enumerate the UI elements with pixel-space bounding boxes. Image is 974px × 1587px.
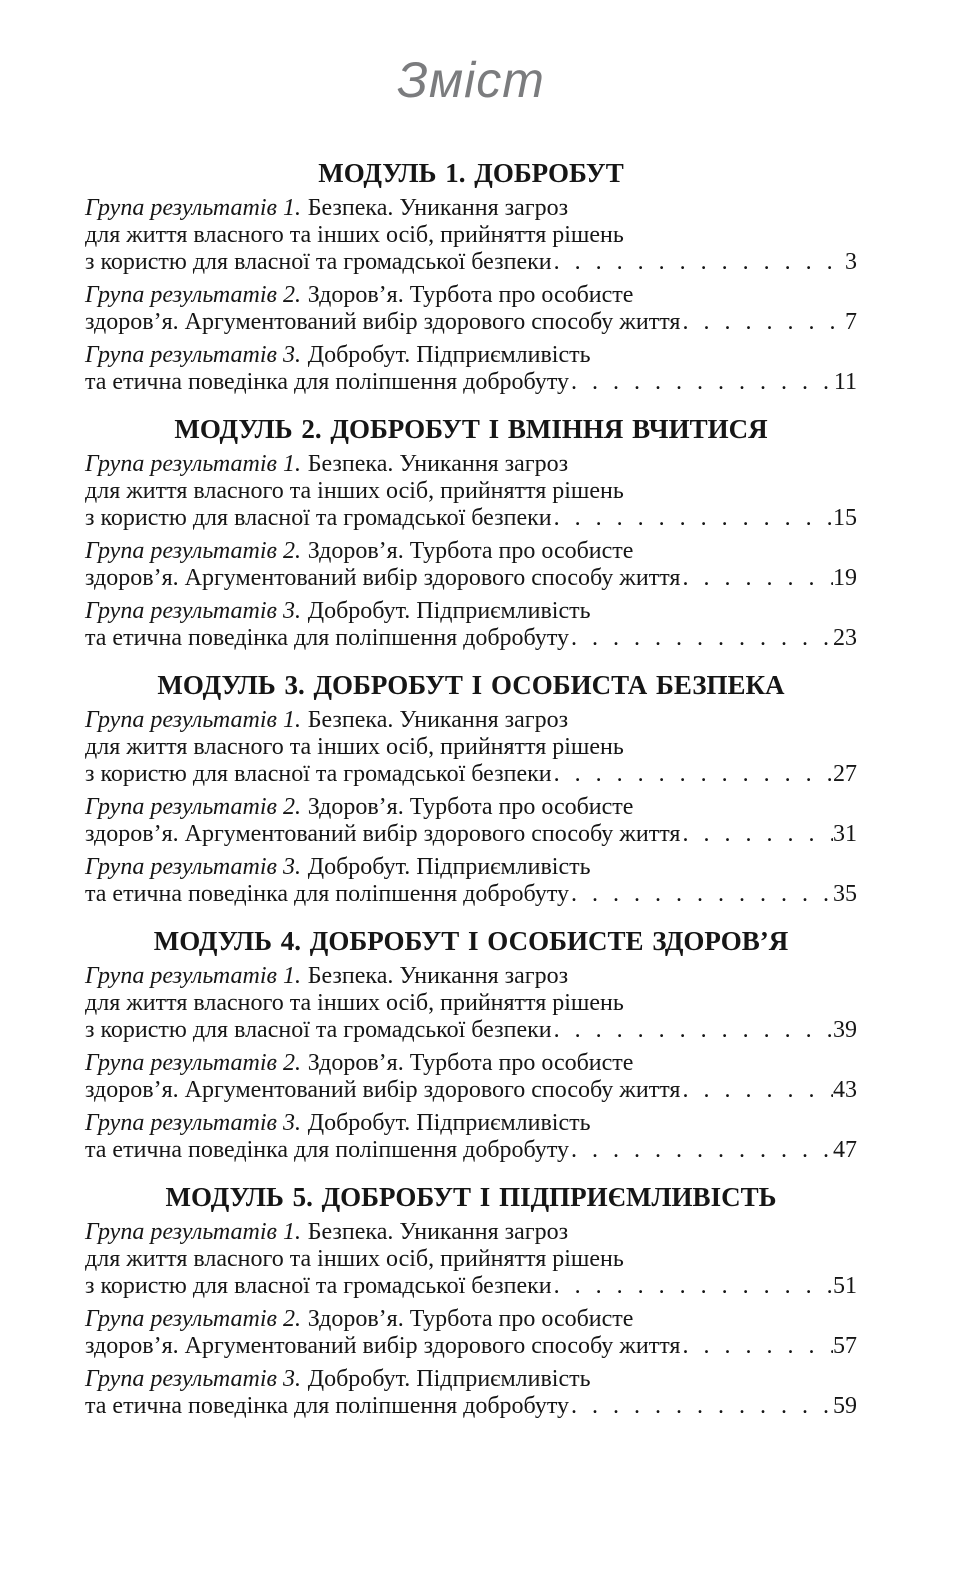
entry-lead-italic: Група результатів 3. — [85, 854, 301, 880]
entry-first-rest: Здоров’я. Турбота про особисте — [307, 282, 634, 308]
entry-lead-italic: Група результатів 2. — [85, 538, 301, 564]
entry-first-rest: Безпека. Уникання загроз — [307, 451, 569, 477]
entry-last-text: з користю для власної та громадської безпеки — [85, 505, 552, 531]
toc-entry — [85, 451, 857, 532]
entry-last-text: здоров’я. Аргументований вибір здорового способу життя — [85, 821, 681, 847]
dot-leader — [680, 565, 833, 592]
module-heading: МОДУЛЬ 2. ДОБРОБУТ І ВМІННЯ ВЧИТИСЯ — [174, 414, 768, 444]
entry-first-rest: Добробут. Підприємливість — [307, 598, 591, 624]
entry-last-line — [85, 249, 857, 276]
entry-lead-italic: Група результатів 1. — [85, 195, 301, 221]
entry-lead-italic: Група результатів 1. — [85, 963, 301, 989]
module-section — [85, 914, 857, 1164]
entry-first-line — [85, 538, 857, 565]
toc-entry — [85, 794, 857, 848]
page-number: 47 — [833, 1137, 857, 1163]
entry-last-text: та етична поведінка для поліпшення добробуту — [85, 881, 570, 907]
entry-last-line — [85, 1137, 857, 1164]
module-section — [85, 146, 857, 396]
module-section — [85, 1170, 857, 1420]
dot-leader — [552, 249, 845, 276]
toc-entry — [85, 1110, 857, 1164]
module-entries — [85, 1219, 857, 1420]
dot-leader — [680, 821, 833, 848]
toc-entry — [85, 598, 857, 652]
entry-first-line — [85, 707, 857, 734]
entry-first-line — [85, 598, 857, 625]
page-number: 31 — [833, 821, 857, 847]
entry-first-line — [85, 1306, 857, 1333]
toc-page — [0, 52, 974, 1420]
entry-last-line — [85, 309, 857, 336]
module-heading: МОДУЛЬ 5. ДОБРОБУТ І ПІДПРИЄМЛИВІСТЬ — [165, 1182, 777, 1212]
toc-entry — [85, 1366, 857, 1420]
entry-last-text: здоров’я. Аргументований вибір здорового способу життя — [85, 1333, 681, 1359]
entry-first-rest: Безпека. Уникання загроз — [307, 195, 569, 221]
entry-first-rest: Здоров’я. Турбота про особисте — [307, 1050, 634, 1076]
entry-last-line — [85, 625, 857, 652]
toc-entry — [85, 282, 857, 336]
page-number: 23 — [833, 625, 857, 651]
entry-first-rest: Здоров’я. Турбота про особисте — [307, 538, 634, 564]
entry-first-rest: Добробут. Підприємливість — [307, 1110, 591, 1136]
dot-leader — [569, 1137, 833, 1164]
entry-last-text: здоров’я. Аргументований вибір здорового способу життя — [85, 309, 681, 335]
module-entries — [85, 963, 857, 1164]
entry-first-line — [85, 342, 857, 369]
entry-last-text: здоров’я. Аргументований вибір здорового способу життя — [85, 565, 681, 591]
entry-middle-line: для життя власного та інших осіб, прийняття рішень — [85, 222, 624, 248]
dot-leader — [552, 761, 833, 788]
toc-entry — [85, 707, 857, 788]
dot-leader — [680, 309, 845, 336]
page-number: 35 — [833, 881, 857, 907]
entry-first-rest: Безпека. Уникання загроз — [307, 1219, 569, 1245]
entry-middle-line: для життя власного та інших осіб, прийняття рішень — [85, 1246, 624, 1272]
entry-last-text: та етична поведінка для поліпшення добробуту — [85, 369, 570, 395]
entry-lead-italic: Група результатів 3. — [85, 1366, 301, 1392]
toc-entry — [85, 1219, 857, 1300]
page-number: 51 — [833, 1273, 857, 1299]
dot-leader — [680, 1077, 833, 1104]
entry-first-rest: Здоров’я. Турбота про особисте — [307, 1306, 634, 1332]
entry-middle-line: для життя власного та інших осіб, прийняття рішень — [85, 478, 624, 504]
page-number: 7 — [845, 309, 857, 335]
entry-lead-italic: Група результатів 3. — [85, 342, 301, 368]
entry-last-line — [85, 369, 857, 396]
page-number: 57 — [833, 1333, 857, 1359]
toc-entry — [85, 963, 857, 1044]
entry-last-text: та етична поведінка для поліпшення добробуту — [85, 1137, 570, 1163]
page-number: 43 — [833, 1077, 857, 1103]
dot-leader — [569, 625, 833, 652]
entry-last-line — [85, 881, 857, 908]
entry-middle-line: для життя власного та інших осіб, прийняття рішень — [85, 990, 624, 1016]
entry-last-line — [85, 1393, 857, 1420]
dot-leader — [552, 1017, 833, 1044]
entry-last-text: та етична поведінка для поліпшення добробуту — [85, 625, 570, 651]
entry-first-rest: Безпека. Уникання загроз — [307, 963, 569, 989]
entry-lead-italic: Група результатів 2. — [85, 1306, 301, 1332]
entry-first-rest: Добробут. Підприємливість — [307, 1366, 591, 1392]
entry-lead-italic: Група результатів 2. — [85, 282, 301, 308]
entry-first-line — [85, 1110, 857, 1137]
entry-first-rest: Добробут. Підприємливість — [307, 854, 591, 880]
dot-leader — [680, 1333, 833, 1360]
page-number: 39 — [833, 1017, 857, 1043]
toc-entry — [85, 538, 857, 592]
dot-leader — [569, 1393, 833, 1420]
entry-last-line — [85, 821, 857, 848]
module-heading: МОДУЛЬ 4. ДОБРОБУТ І ОСОБИСТЕ ЗДОРОВ’Я — [153, 926, 789, 956]
dot-leader — [569, 881, 833, 908]
entry-lead-italic: Група результатів 2. — [85, 794, 301, 820]
page-number: 3 — [845, 249, 857, 275]
toc-entry — [85, 195, 857, 276]
entry-lead-italic: Група результатів 1. — [85, 1219, 301, 1245]
entry-last-line — [85, 761, 857, 788]
entry-first-line — [85, 854, 857, 881]
dot-leader — [569, 369, 834, 396]
entry-first-line — [85, 1366, 857, 1393]
entry-first-rest: Здоров’я. Турбота про особисте — [307, 794, 634, 820]
entry-last-text: з користю для власної та громадської безпеки — [85, 249, 552, 275]
entry-last-line — [85, 505, 857, 532]
entry-last-line — [85, 1017, 857, 1044]
toc-entry — [85, 854, 857, 908]
entry-last-text: з користю для власної та громадської безпеки — [85, 1273, 552, 1299]
dot-leader — [552, 1273, 833, 1300]
toc-entry — [85, 1306, 857, 1360]
page-number: 59 — [833, 1393, 857, 1419]
entry-last-text: з користю для власної та громадської безпеки — [85, 761, 552, 787]
page-number: 15 — [833, 505, 857, 531]
entry-lead-italic: Група результатів 2. — [85, 1050, 301, 1076]
toc-entry — [85, 1050, 857, 1104]
entry-last-line — [85, 1333, 857, 1360]
entry-first-rest: Добробут. Підприємливість — [307, 342, 591, 368]
entry-lead-italic: Група результатів 3. — [85, 598, 301, 624]
entry-first-line — [85, 794, 857, 821]
entry-middle-line: для життя власного та інших осіб, прийняття рішень — [85, 734, 624, 760]
entry-last-text: здоров’я. Аргументований вибір здорового способу життя — [85, 1077, 681, 1103]
entry-last-line — [85, 1273, 857, 1300]
entry-last-line — [85, 565, 857, 592]
page-number: 11 — [833, 369, 857, 395]
entry-first-line — [85, 195, 857, 222]
entry-first-rest: Безпека. Уникання загроз — [307, 707, 569, 733]
page-number: 27 — [833, 761, 857, 787]
module-section — [85, 658, 857, 908]
entry-lead-italic: Група результатів 1. — [85, 451, 301, 477]
module-entries — [85, 707, 857, 908]
toc-entry — [85, 342, 857, 396]
module-entries — [85, 195, 857, 396]
entry-first-line — [85, 282, 857, 309]
page-title: Зміст — [397, 52, 545, 108]
entry-last-text: з користю для власної та громадської безпеки — [85, 1017, 552, 1043]
entry-first-line — [85, 451, 857, 478]
entry-lead-italic: Група результатів 3. — [85, 1110, 301, 1136]
entry-lead-italic: Група результатів 1. — [85, 707, 301, 733]
module-section — [85, 402, 857, 652]
entry-first-line — [85, 1050, 857, 1077]
dot-leader — [552, 505, 833, 532]
module-heading: МОДУЛЬ 3. ДОБРОБУТ І ОСОБИСТА БЕЗПЕКА — [157, 670, 785, 700]
module-entries — [85, 451, 857, 652]
page-number: 19 — [833, 565, 857, 591]
entry-first-line — [85, 1219, 857, 1246]
entry-first-line — [85, 963, 857, 990]
entry-last-text: та етична поведінка для поліпшення добробуту — [85, 1393, 570, 1419]
modules-list — [85, 146, 857, 1420]
entry-last-line — [85, 1077, 857, 1104]
module-heading: МОДУЛЬ 1. ДОБРОБУТ — [318, 158, 624, 188]
